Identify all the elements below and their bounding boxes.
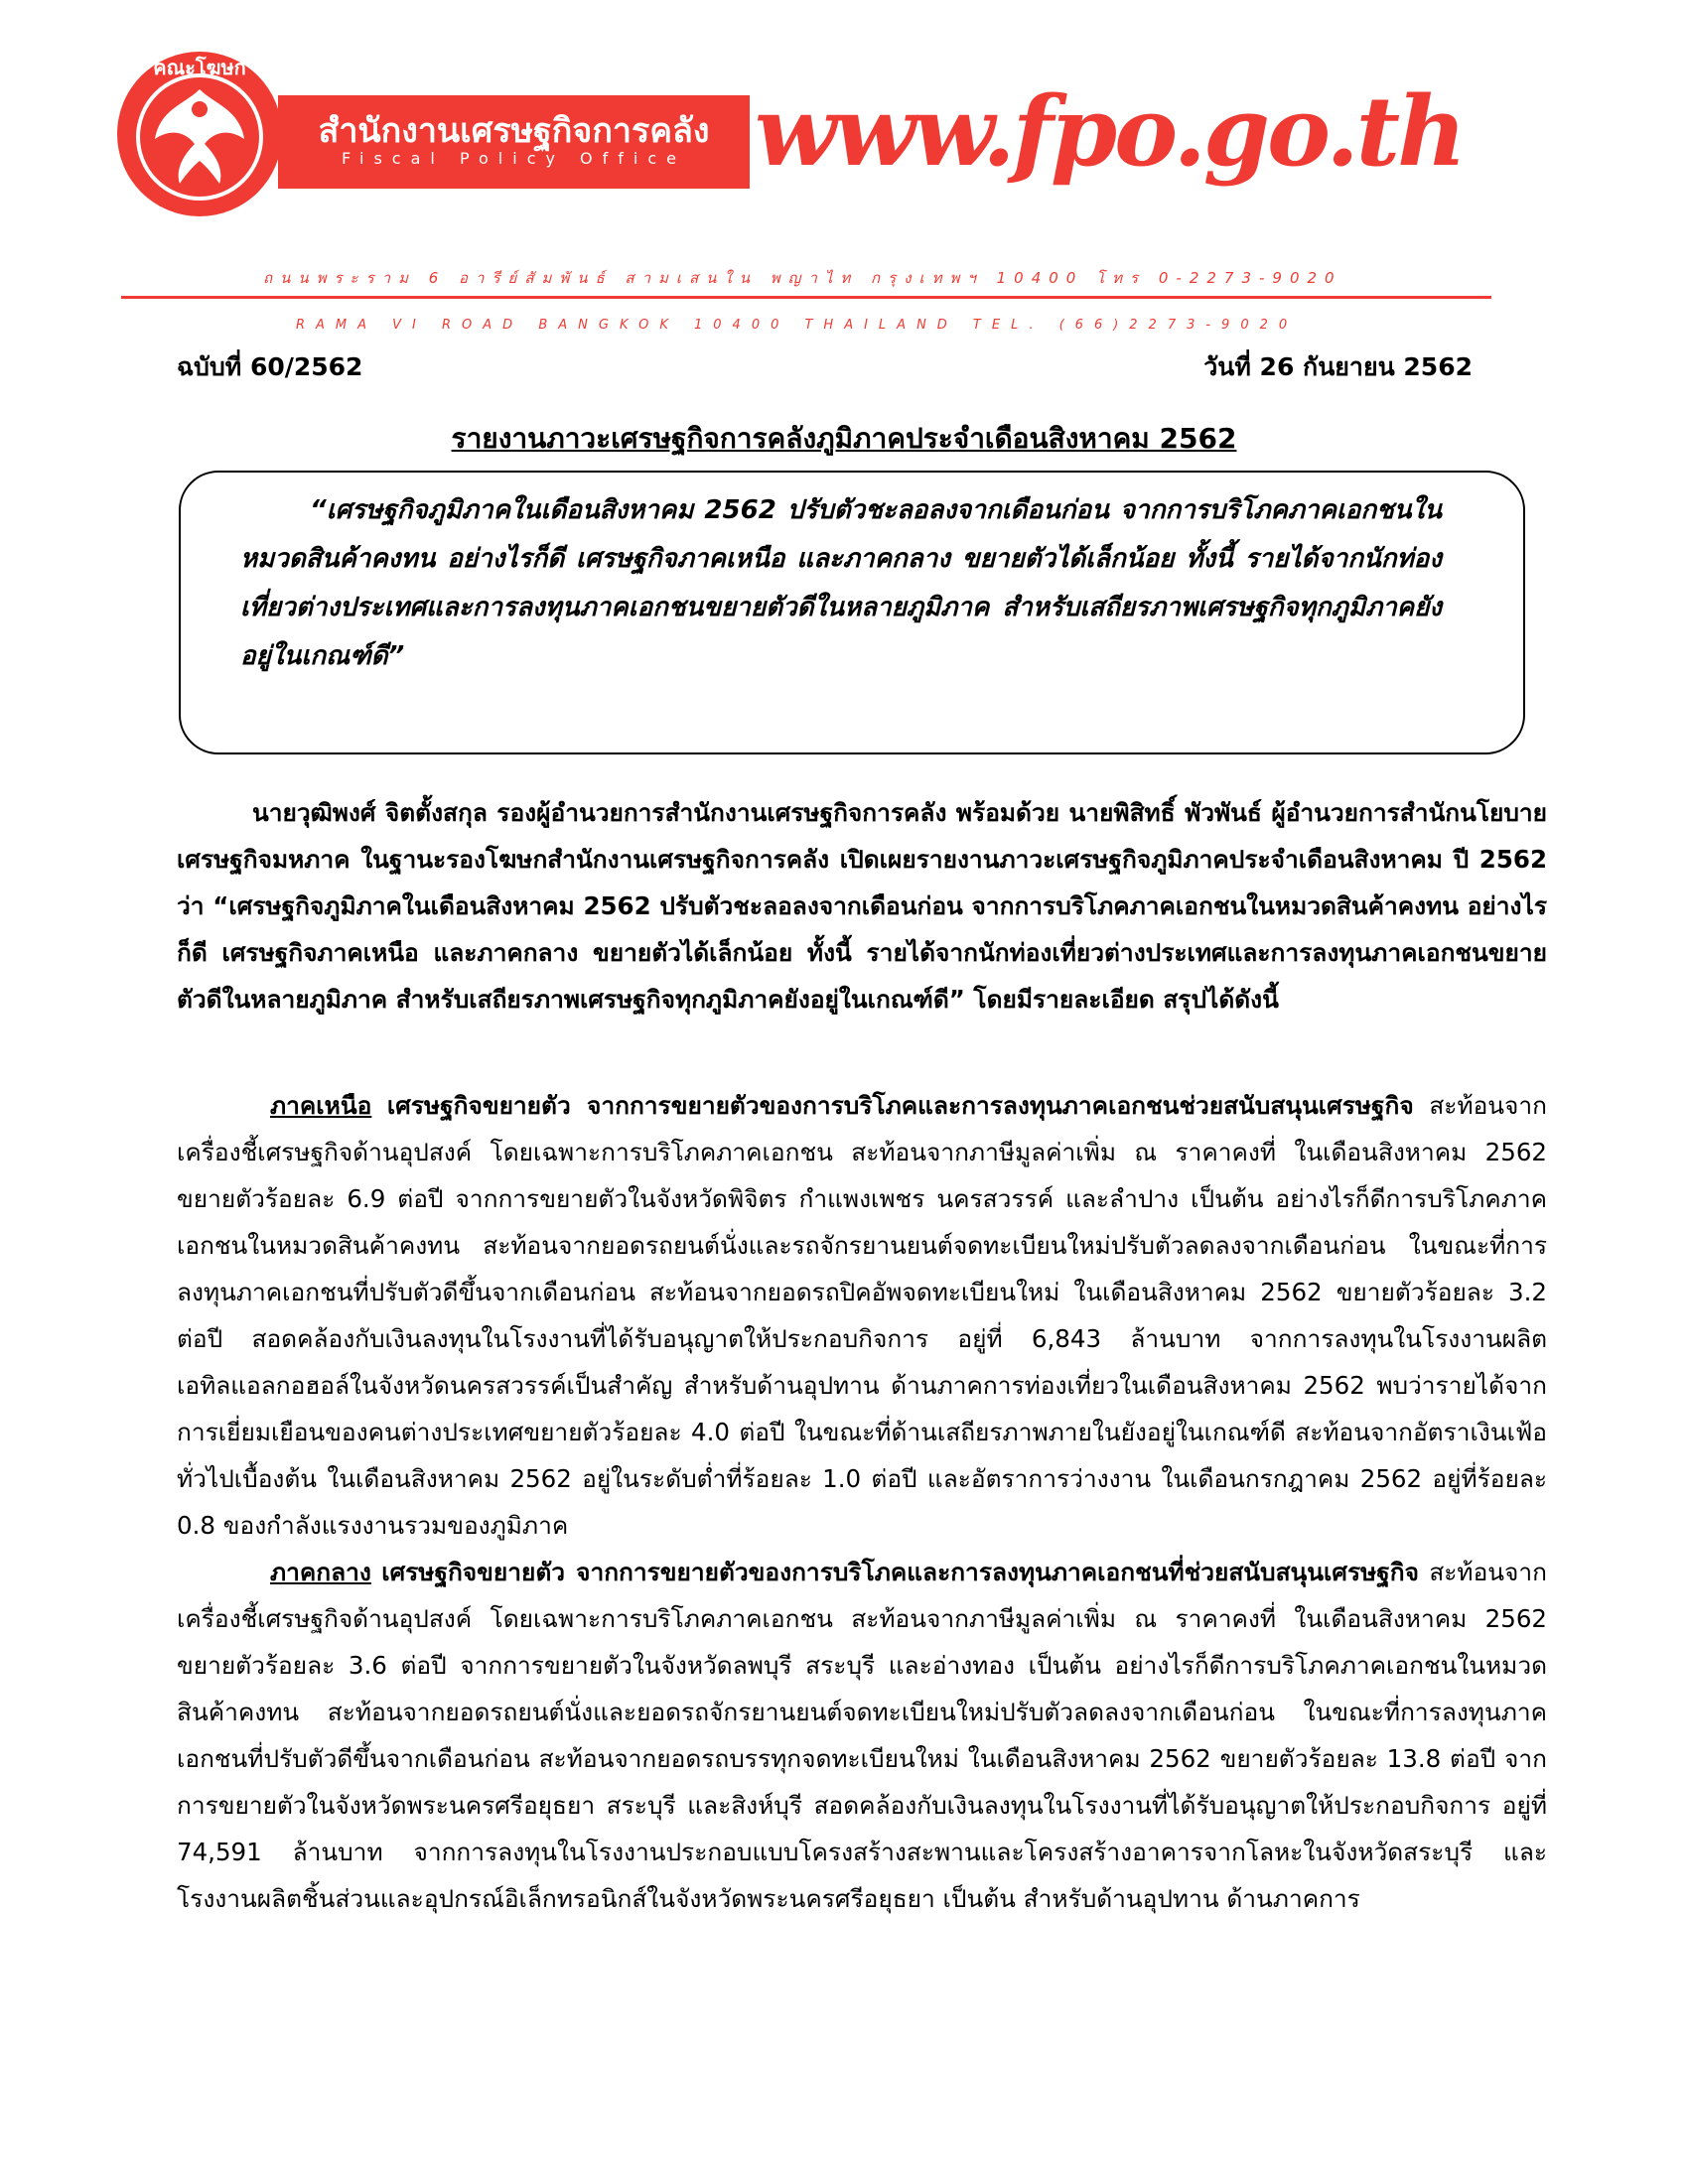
office-name-en: Fiscal Policy Office [341,149,686,168]
summary-quote-box [179,471,1525,754]
section-north-text: สะท้อนจากเครื่องชี้เศรษฐกิจด้านอุปสงค์ โดยเฉพาะการบริโภคภาคเอกชน สะท้อนจากภาษีมูลค่าเพิ่ม ณ ราคาคงที่ ในเดือนสิงหาคม 2562 ขยายตัวร้อยละ 6.9 ต่อปี จากการขยายตัวในจังหวัดพิจิตร กำแพงเพชร นครสวรรค์ และลำปาง เป็นต้น อย่างไรก็ดีการบริโภคภาคเอกชนในหมวดสินค้าคงทน สะท้อนจากยอดรถยนต์นั่งและรถจักรยานยนต์จดทะเบียนใหม่ปรับตัวลดลงจากเดือนก่อน ในขณะที่การลงทุนภาคเอกชนที่ปรับตัวดีขึ้นจากเดือนก่อน สะท้อนจากยอดรถปิคอัพจดทะเบียนใหม่ ในเดือนสิงหาคม 2562 ขยายตัวร้อยละ 3.2 ต่อปี สอดคล้องกับเงินลงทุนในโรงงานที่ได้รับอนุญาตให้ประกอบกิจการ อยู่ที่ 6,843 ล้านบาท จากการลงทุนในโรงงานผลิตเอทิลแอลกอฮอล์ในจังหวัดนครสวรรค์เป็นสำคัญ สำหรับด้านอุปทาน ด้านภาคการท่องเที่ยวในเดือนสิงหาคม 2562 พบว่ารายได้จากการเยี่ยมเยือนของคนต่างประเทศขยายตัวร้อยละ 4.0 ต่อปี ในขณะที่ด้านเสถียรภาพภายในยังอยู่ในเกณฑ์ดี สะท้อนจากอัตราเงินเฟ้อทั่วไปเบื้องต้น ในเดือนสิงหาคม 2562 อยู่ในระดับต่ำที่ร้อยละ 1.0 ต่อปี และอัตราการว่างงาน ในเดือนกรกฎาคม 2562 อยู่ที่ร้อยละ 0.8 ของกำลังแรงงานรวมของภูมิภาค [177,1091,1547,1540]
section-central-region: ภาคกลาง [270,1558,371,1586]
fpo-seal-logo [115,50,284,218]
website-link[interactable]: www.fpo.go.th [755,75,1464,188]
seal-text: คณะโฆษก [153,56,246,79]
intro-paragraph: นายวุฒิพงศ์ จิตตั้งสกุล รองผู้อำนวยการสำนักงานเศรษฐกิจการคลัง พร้อมด้วย นายพิสิทธิ์ พัวพันธ์ ผู้อำนวยการสำนักนโยบายเศรษฐกิจมหภาค ในฐานะรองโฆษกสำนักงานเศรษฐกิจการคลัง เปิดเผยรายงานภาวะเศรษฐกิจภูมิภาคประจำเดือนสิงหาคม ปี 2562 ว่า “เศรษฐกิจภูมิภาคในเดือนสิงหาคม 2562 ปรับตัวชะลอลงจากเดือนก่อน จากการบริโภคภาคเอกชนในหมวดสินค้าคงทน อย่างไรก็ดี เศรษฐกิจภาคเหนือ และภาคกลาง ขยายตัวได้เล็กน้อย ทั้งนี้ รายได้จากนักท่องเที่ยวต่างประเทศและการลงทุนภาคเอกชนขยายตัวดีในหลายภูมิภาค สำหรับเสถียรภาพเศรษฐกิจทุกภูมิภาคยังอยู่ในเกณฑ์ดี” โดยมีรายละเอียด สรุปได้ดังนี้ [177,798,1547,1014]
office-name-th: สำนักงานเศรษฐกิจการคลัง [318,111,710,151]
document-title: รายงานภาวะเศรษฐกิจการคลังภูมิภาคประจำเดือนสิงหาคม 2562 [451,422,1237,455]
office-name-banner [278,95,750,189]
section-central-headline: เศรษฐกิจขยายตัว จากการขยายตัวของการบริโภคและการลงทุนภาคเอกชนที่ช่วยสนับสนุนเศรษฐกิจ [381,1558,1419,1586]
issue-date: วันที่ 26 กันยายน 2562 [1203,352,1473,381]
address-th: ถนนพระราม 6 อารีย์สัมพันธ์ สามเสนใน พญาไท กรุงเทพฯ 10400 โทร 0-2273-9020 [263,269,1342,287]
section-north [177,1082,1547,1549]
issue-number: ฉบับที่ 60/2562 [177,352,363,381]
summary-quote: “เศรษฐกิจภูมิภาคในเดือนสิงหาคม 2562 ปรับตัวชะลอลงจากเดือนก่อน จากการบริโภคภาคเอกชนในหมวดสินค้าคงทน อย่างไรก็ดี เศรษฐกิจภาคเหนือ และภาคกลาง ขยายตัวได้เล็กน้อย ทั้งนี้ รายได้จากนักท่องเที่ยวต่างประเทศและการลงทุนภาคเอกชนขยายตัวดีในหลายภูมิภาค สำหรับเสถียรภาพเศรษฐกิจทุกภูมิภาคยังอยู่ในเกณฑ์ดี” [240,495,1442,671]
header-divider [121,296,1491,299]
section-north-region: ภาคเหนือ [270,1091,372,1120]
section-north-headline: เศรษฐกิจขยายตัว จากการขยายตัวของการบริโภคและการลงทุนภาคเอกชนช่วยสนับสนุนเศรษฐกิจ [386,1091,1414,1120]
section-central-text: สะท้อนจากเครื่องชี้เศรษฐกิจด้านอุปสงค์ โดยเฉพาะการบริโภคภาคเอกชน สะท้อนจากภาษีมูลค่าเพิ่ม ณ ราคาคงที่ ในเดือนสิงหาคม 2562 ขยายตัวร้อยละ 3.6 ต่อปี จากการขยายตัวในจังหวัดลพบุรี สระบุรี และอ่างทอง เป็นต้น อย่างไรก็ดีการบริโภคภาคเอกชนในหมวดสินค้าคงทน สะท้อนจากยอดรถยนต์นั่งและยอดรถจักรยานยนต์จดทะเบียนใหม่ปรับตัวลดลงจากเดือนก่อน ในขณะที่การลงทุนภาคเอกชนที่ปรับตัวดีขึ้นจากเดือนก่อน สะท้อนจากยอดรถบรรทุกจดทะเบียนใหม่ ในเดือนสิงหาคม 2562 ขยายตัวร้อยละ 13.8 ต่อปี จากการขยายตัวในจังหวัดพระนครศรีอยุธยา สระบุรี และสิงห์บุรี สอดคล้องกับเงินลงทุนในโรงงานที่ได้รับอนุญาตให้ประกอบกิจการ อยู่ที่ 74,591 ล้านบาท จากการลงทุนในโรงงานประกอบแบบโครงสร้างสะพานและโครงสร้างอาคารจากโลหะในจังหวัดสระบุรี และโรงงานผลิตชิ้นส่วนและอุปกรณ์อิเล็กทรอนิกส์ในจังหวัดพระนครศรีอยุธยา เป็นต้น สำหรับด้านอุปทาน ด้านภาคการ [177,1558,1547,1913]
document-body [177,789,1547,1922]
section-central [177,1549,1547,1922]
address-en: RAMA VI ROAD BANGKOK 10400 THAILAND TEL. (66)2273-9020 [296,318,1299,333]
